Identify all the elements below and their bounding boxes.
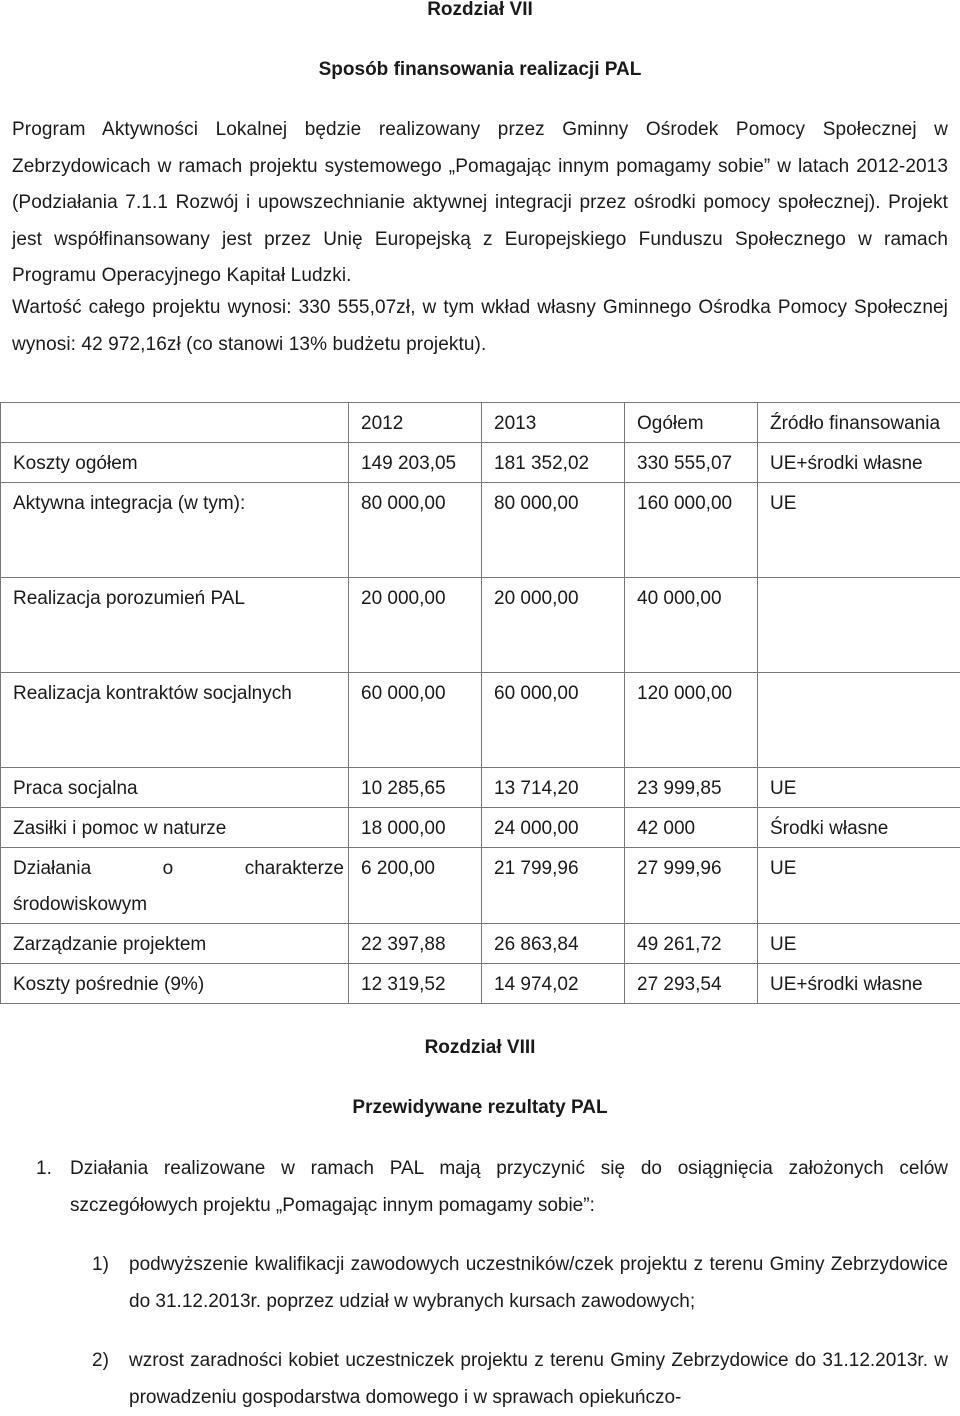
table-row — [1, 964, 960, 1004]
table-row — [1, 808, 960, 848]
table-header-cell — [1, 403, 349, 443]
results-list — [36, 1150, 948, 1224]
table-cell: 330 555,07 — [625, 443, 758, 483]
table-cell: Realizacja kontraktów socjalnych — [1, 673, 349, 768]
financing-paragraph: Program Aktywności Lokalnej będzie realizowany przez Gminny Ośrodek Pomocy Społecznej w Zebrzydowicach w ramach projektu systemowego „Pomagając innym pomagamy sobie” w latach 2012-2013 (Podziałania 7.1.1 Rozwój i upowszechnianie aktywnej integracji przez ośrodki pomocy społecznej). Projekt jest współfinansowany jest przez Unię Europejską z Europejskiego Funduszu Społecznego w ramach Programu Operacyjnego Kapitał Ludzki. — [12, 112, 948, 295]
table-cell: Środki własne — [758, 808, 960, 848]
table-cell: 18 000,00 — [349, 808, 482, 848]
table-cell: UE — [758, 483, 960, 578]
list-marker: 2) — [92, 1342, 109, 1379]
table-cell: 14 974,02 — [482, 964, 625, 1004]
table-cell: 10 285,65 — [349, 768, 482, 808]
table-row — [1, 848, 960, 924]
table-cell: 80 000,00 — [482, 483, 625, 578]
table-cell: 40 000,00 — [625, 578, 758, 673]
table-cell: UE — [758, 924, 960, 964]
table-row — [1, 578, 960, 673]
table-cell: 60 000,00 — [349, 673, 482, 768]
table-header-cell: 2013 — [482, 403, 625, 443]
table-cell: 80 000,00 — [349, 483, 482, 578]
table-cell: UE — [758, 848, 960, 924]
table-cell: 160 000,00 — [625, 483, 758, 578]
table-cell: Działania o charakterze środowiskowym — [1, 848, 349, 924]
objectives-sublist-1 — [92, 1246, 948, 1320]
financing-table — [0, 402, 960, 1004]
table-cell: 49 261,72 — [625, 924, 758, 964]
list-marker: 1. — [36, 1150, 52, 1187]
table-cell: 23 999,85 — [625, 768, 758, 808]
table-cell: 120 000,00 — [625, 673, 758, 768]
table-header-row — [1, 403, 960, 443]
table-cell: 13 714,20 — [482, 768, 625, 808]
table-header-cell: 2012 — [349, 403, 482, 443]
table-cell: Zarządzanie projektem — [1, 924, 349, 964]
list-item-text: wzrost zaradności kobiet uczestniczek projektu z terenu Gminy Zebrzydowice do 31.12.2013r. w prowadzeniu gospodarstwa domowego i w sprawach opiekuńczo- — [129, 1350, 948, 1408]
table-cell: 42 000 — [625, 808, 758, 848]
table-cell — [758, 673, 960, 768]
table-cell: Zasiłki i pomoc w naturze — [1, 808, 349, 848]
table-cell: 20 000,00 — [349, 578, 482, 673]
table-cell: 27 999,96 — [625, 848, 758, 924]
table-cell: UE — [758, 768, 960, 808]
table-cell: 21 799,96 — [482, 848, 625, 924]
list-item — [92, 1342, 948, 1416]
table-cell: Koszty pośrednie (9%) — [1, 964, 349, 1004]
chapter-7-subtitle: Sposób finansowania realizacji PAL — [0, 59, 960, 81]
table-row — [1, 443, 960, 483]
table-row — [1, 483, 960, 578]
table-row — [1, 768, 960, 808]
table-cell: 149 203,05 — [349, 443, 482, 483]
list-item-text: podwyższenie kwalifikacji zawodowych uczestników/czek projektu z terenu Gminy Zebrzydowice do 31.12.2013r. poprzez udział w wybranych kursach zawodowych; — [129, 1254, 948, 1312]
chapter-8-title: Rozdział VIII — [0, 1037, 960, 1059]
table-cell: 24 000,00 — [482, 808, 625, 848]
chapter-8-subtitle: Przewidywane rezultaty PAL — [0, 1097, 960, 1119]
table-cell: Koszty ogółem — [1, 443, 349, 483]
table-cell: Aktywna integracja (w tym): — [1, 483, 349, 578]
table-cell: UE+środki własne — [758, 443, 960, 483]
chapter-7-title: Rozdział VII — [0, 0, 960, 21]
table-cell: Praca socjalna — [1, 768, 349, 808]
table-cell: 60 000,00 — [482, 673, 625, 768]
list-item — [92, 1246, 948, 1320]
list-item — [36, 1150, 948, 1224]
project-value-paragraph: Wartość całego projektu wynosi: 330 555,07zł, w tym wkład własny Gminnego Ośrodka Pomocy Społecznej wynosi: 42 972,16zł (co stanowi 13% budżetu projektu). — [12, 290, 948, 363]
table-cell: 22 397,88 — [349, 924, 482, 964]
table-cell: Realizacja porozumień PAL — [1, 578, 349, 673]
table-row — [1, 924, 960, 964]
table-cell: 12 319,52 — [349, 964, 482, 1004]
table-cell: 20 000,00 — [482, 578, 625, 673]
list-item-text: Działania realizowane w ramach PAL mają przyczynić się do osiągnięcia założonych celów szczegółowych projektu „Pomagając innym pomagamy sobie”: — [70, 1158, 948, 1216]
table-cell: 26 863,84 — [482, 924, 625, 964]
objectives-sublist-2 — [92, 1342, 948, 1416]
table-row — [1, 673, 960, 768]
list-marker: 1) — [92, 1246, 109, 1283]
table-header-cell: Ogółem — [625, 403, 758, 443]
table-cell — [758, 578, 960, 673]
table-cell: 27 293,54 — [625, 964, 758, 1004]
table-cell: 6 200,00 — [349, 848, 482, 924]
table-header-cell: Źródło finansowania — [758, 403, 960, 443]
table-cell: UE+środki własne — [758, 964, 960, 1004]
table-cell: 181 352,02 — [482, 443, 625, 483]
